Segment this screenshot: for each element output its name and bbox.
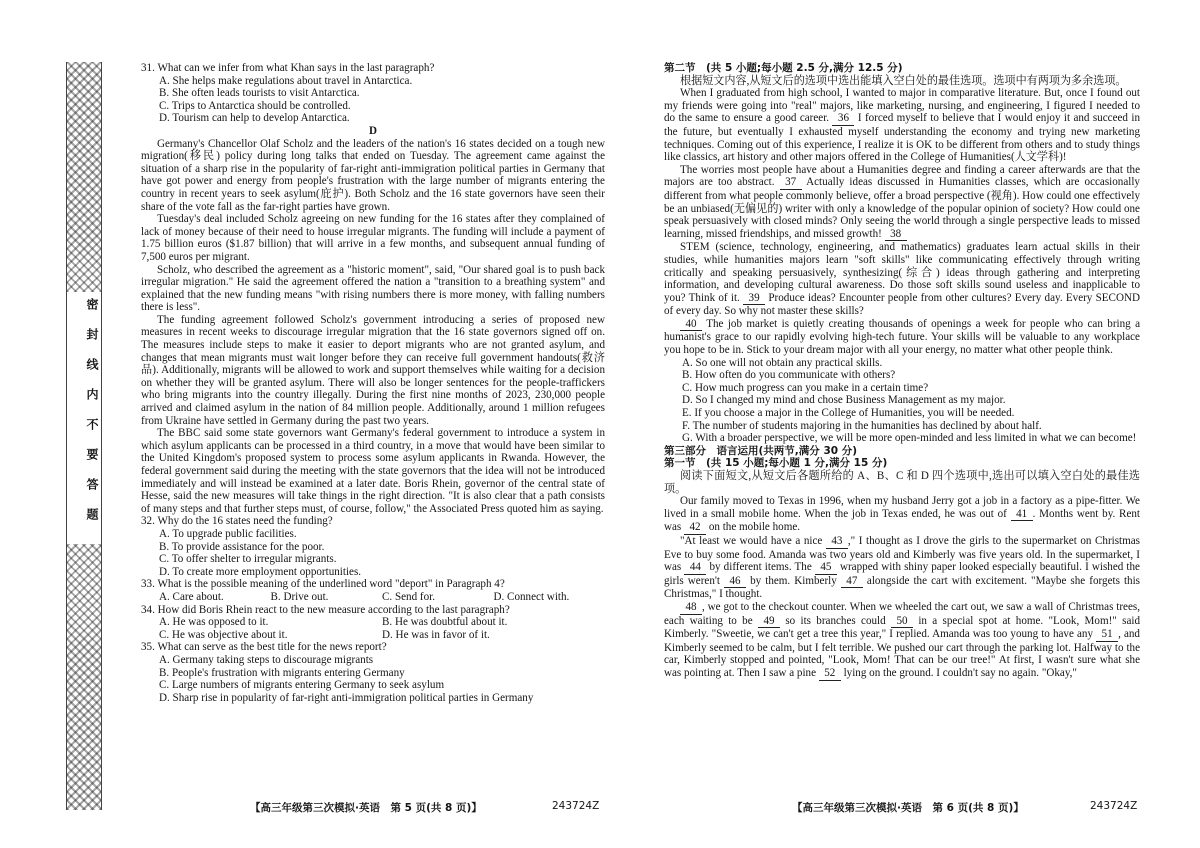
cloze-text-14: lying on the ground. I couldn't say no again. "Okay,"	[843, 666, 1077, 679]
passage-paragraph-3: Scholz, who described the agreement as a "historic moment", said, "Our shared goal is to push back irregular migration." He said the agreement offered the nation a "transition to a breathing system" and explained that the new funding means "with rising numbers there is more money, with falling numbers there is less".	[141, 263, 605, 314]
passage-paragraph-4: The funding agreement followed Scholz's government introducing a series of proposed new measures in recent weeks to discourage irregular migration that the 16 state governors signed off on. The measures include steps to make it easier to deport migrants who are not granted asylum, and changes that mean migrants must wait longer before they can receive full government handouts(救济品). Additionally, migrants will be allowed to work and support themselves while waiting for a decision on whether they will be granted asylum. There will also be longer sentences for the people-traffickers who bring migrants into the country illegally. During the first nine months of 2023, 230,000 people arrived and claimed asylum in the nation of 84 million people. Additionally, around 1 million refugees from Ukraine have settled in Germany during the past two years.	[141, 313, 605, 427]
blank-45: 45	[815, 561, 837, 575]
text-paragraph-2	[664, 164, 1140, 242]
passage-paragraph-5: The BBC said some state governors want Germany's federal government to introduce a system in which asylum applicants can be processed in a third country, in a move that would have been similar to the United Kingdom's proposed system to process some asylum applicants in Rwanda. However, the federal government said during the meeting with the state governors that the idea will not be introduced immediately and will instead be examined at a later date. Boris Rhein, governor of the central state of Hesse, said the new measures will take things in the right direction. "It is also clear that a path consists of many steps and that further steps must, of course, follow," the Associated Press quoted him as saying.	[141, 427, 605, 515]
blank-52: 52	[819, 667, 841, 681]
passage-paragraph-1: Germany's Chancellor Olaf Scholz and the leaders of the nation's 16 states decided on a tough new migration(移民) policy during long talks that ended on Tuesday. The agreement came against the situation of a sharp rise in the popularity of far-right anti-immigration political parties in Germany that have got power and energy from people's frustration with the large number of migrants entering the country in recent years to seek asylum(庇护). Both Scholz and the 16 state governors have seen their share of the vote fall as the far-right parties have grown.	[141, 137, 605, 213]
left-page	[141, 62, 605, 704]
cloze-text-6: by different items. The	[709, 561, 812, 574]
q34-option-c: C. He was objective about it.	[159, 628, 288, 641]
right-page-code: 243724Z	[1090, 800, 1138, 812]
q31-option-c: C. Trips to Antarctica should be controlled.	[159, 99, 351, 112]
part-3-section-1-title: 第一节 (共 15 小题;每小题 1 分,满分 15 分)	[664, 457, 888, 470]
q31-option-b: B. She often leads tourists to visit Antarctica.	[159, 87, 360, 100]
text-p3-end: Produce ideas? Encounter people from other cultures? Every day. Every SECOND of every day. So why not master these skills?	[664, 291, 1140, 318]
q35-option-d: D. Sharp rise in popularity of far-right anti-immigration political parties in Germany	[159, 691, 534, 704]
cloze-text-8: by them. Kimberly	[750, 574, 837, 587]
q32-option-d: D. To create more employment opportunities.	[159, 565, 362, 578]
blank-46: 46	[724, 575, 746, 589]
blank-50: 50	[891, 615, 913, 629]
section-2-option-a: A. So one will not obtain any practical skills.	[682, 356, 883, 369]
cloze-text-7: wrapped with shiny paper looked especially beautiful. I wished the girls weren't	[664, 561, 1140, 587]
cloze-text-11: so its branches could	[785, 614, 886, 627]
q33-option-a: A. Care about.	[159, 590, 224, 603]
cloze-text-2: . Months went by. Rent was	[664, 507, 1140, 534]
text-p1-end: I forced myself to believe that I would enjoy it and succeed in the future, but eventually I exhausted myself understanding the economy and trying new marketing techniques. Coming out of this experience, I realize it is OK to be different from others and to study things like classics, art history and other majors offered in the College of Humanities(人文学科)!	[664, 112, 1140, 164]
cloze-text-1: Our family moved to Texas in 1996, when my husband Jerry got a job in a factory as a pipe-fitter. We lived in a small mobile home. When the job in Texas ended, he was out of	[664, 495, 1140, 520]
section-2-option-d: D. So I changed my mind and chose Business Management as my major.	[682, 394, 1006, 407]
q35-option-c: C. Large numbers of migrants entering Germany to seek asylum	[159, 679, 445, 692]
cloze-text-9: alongside the cart with excitement. "Maybe she forgets this Christmas," I thought.	[664, 574, 1140, 601]
q33-option-d: D. Connect with.	[493, 590, 570, 603]
q33-option-c: C. Send for.	[382, 590, 436, 603]
blank-40: 40	[680, 318, 702, 332]
left-page-code: 243724Z	[552, 800, 600, 812]
section-2-option-c: C. How much progress can you make in a certain time?	[682, 381, 929, 394]
blank-41: 41	[1011, 508, 1033, 522]
text-paragraph-1	[664, 87, 1140, 164]
section-2-option-b: B. How often do you communicate with others?	[682, 369, 896, 382]
cloze-text-10: , we got to the checkout counter. When we wheeled the cart out, we saw a wall of Christmas trees, each waiting to be	[664, 600, 1140, 627]
section-2-option-e: E. If you choose a major in the College of Humanities, you will be needed.	[682, 407, 1015, 420]
passage-letter: D	[368, 124, 377, 137]
question-34: 34. How did Boris Rhein react to the new measure according to the last paragraph?	[141, 603, 510, 616]
q35-option-b: B. People's frustration with migrants entering Germany	[159, 666, 405, 679]
q31-option-d: D. Tourism can help to develop Antarctica.	[159, 112, 350, 125]
q33-options	[159, 591, 605, 604]
blank-42: 42	[684, 521, 706, 535]
section-2-option-f: F. The number of students majoring in the humanities has declined by about half.	[682, 419, 1042, 432]
q35-option-a: A. Germany taking steps to discourage migrants	[159, 653, 374, 666]
q34-option-d: D. He was in favor of it.	[382, 628, 490, 641]
part-3-instructions: 阅读下面短文,从短文后各题所给的 A、B、C 和 D 四个选项中,选出可以填入空白处的最佳选项。	[664, 470, 1140, 495]
right-page-footer: 【高三年级第三次模拟·英语 第 6 页(共 8 页)】	[792, 802, 1024, 814]
text-paragraph-4	[664, 318, 1140, 357]
left-page-footer: 【高三年级第三次模拟·英语 第 5 页(共 8 页)】	[250, 802, 482, 814]
q32-option-a: A. To upgrade public facilities.	[159, 527, 297, 540]
cloze-paragraph-3	[664, 601, 1140, 681]
text-p3-start: STEM (science, technology, engineering, and mathematics) graduates learn actual skills in their studies, while humanities majors learn "soft skills" like communicating effectively through writing critically and speaking persuasively, synthesizing(综合) ideas through gathering and interpreting information, and developing cultural awareness. Do those soft skills sound useless and inapplicable to you? Think of it.	[664, 241, 1140, 304]
blank-36: 36	[832, 112, 854, 126]
q33-option-b: B. Drive out.	[270, 590, 329, 603]
section-2-instructions: 根据短文内容,从短文后的选项中选出能填入空白处的最佳选项。选项中有两项为多余选项。	[680, 74, 1127, 87]
question-32: 32. Why do the 16 states need the funding?	[141, 515, 333, 528]
binding-margin-strip	[66, 62, 102, 810]
q34-options	[159, 616, 605, 641]
section-2-title: 第二节 (共 5 小题;每小题 2.5 分,满分 12.5 分)	[664, 62, 903, 74]
cloze-text-3: on the mobile home.	[708, 521, 801, 534]
cloze-text-13: , and Kimberly seemed to be calm, but I felt terrible. We pushed our cart through the parking lot. Halfway to the car, Kimberly stopped and pointed, "Look, Mom! That can be our tree!" At first, I wasn't sure what she was pointing at. Then I saw a pine	[664, 628, 1140, 679]
blank-39: 39	[743, 292, 765, 306]
passage-paragraph-2: Tuesday's deal included Scholz agreeing on new funding for the 16 states after they complained of lack of money because of their need to house irregular migrants. The funding will include a payment of 1.75 billion euros ($1.87 billion) that will arrive in a few months, and subsequent annual funding of 7,500 euros per migrant.	[141, 213, 605, 263]
text-p2-start: The worries most people have about a Humanities degree and finding a career afterwards are that the majors are too abstract.	[664, 163, 1140, 189]
blank-43: 43	[826, 535, 848, 549]
text-p2-end: Actually ideas discussed in Humanities classes, which are occasionally different from what people commonly believe, offer a broad perspective (视角). How could one effectively be an unbiased(无偏见的) writer with only a knowledge of the popular opinion of society? How could one speak persuasively with closed minds? Only seeing the world through a single perspective leads to missed learning, missed friendships, and missed growth!	[664, 176, 1140, 240]
blank-37: 37	[780, 176, 802, 190]
question-31: 31. What can we infer from what Khan says in the last paragraph?	[141, 62, 435, 74]
text-p4: The job market is quietly creating thousands of openings a week for people who can bring a humanist's grace to our rapidly evolving high-tech future. Your skills will be valuable to any workplace you hope to be in. Stick to your dream major with all your energy, no matter what other people think.	[664, 317, 1140, 357]
binding-margin-label: 密封线内不要答题	[67, 292, 101, 544]
q34-option-b: B. He was doubtful about it.	[382, 616, 508, 629]
blank-44: 44	[684, 561, 706, 575]
text-p1-start: When I graduated from high school, I wanted to major in comparative literature. But, once I found out my friends were going into "real" majors, like marketing, nursing, and engineering, I figured I needed to do the same to ensure a good career.	[664, 87, 1140, 125]
section-2-option-g: G. With a broader perspective, we will be more open-minded and less limited in what we can become!	[682, 432, 1137, 445]
part-3-title: 第三部分 语言运用(共两节,满分 30 分)	[664, 444, 858, 457]
q31-option-a: A. She helps make regulations about travel in Antarctica.	[159, 74, 413, 87]
q32-option-c: C. To offer shelter to irregular migrants.	[159, 553, 337, 566]
right-page	[664, 62, 1140, 681]
blank-47: 47	[841, 575, 863, 589]
blank-48: 48	[680, 601, 702, 615]
cloze-paragraph-1	[664, 495, 1140, 535]
blank-49: 49	[758, 615, 780, 629]
question-33: 33. What is the possible meaning of the underlined word "deport" in Paragraph 4?	[141, 578, 505, 591]
q34-option-a: A. He was opposed to it.	[159, 616, 269, 629]
cloze-paragraph-2	[664, 535, 1140, 601]
q32-option-b: B. To provide assistance for the poor.	[159, 540, 325, 553]
question-35: 35. What can serve as the best title for the news report?	[141, 641, 387, 654]
text-paragraph-3	[664, 241, 1140, 318]
blank-51: 51	[1096, 628, 1118, 642]
cloze-text-4: "At least we would have a nice	[680, 534, 823, 547]
blank-38: 38	[885, 228, 907, 242]
cloze-text-12: in a special spot at home. "Look, Mom!" said Kimberly. "Sweetie, we can't get a tree this year," I replied. Amanda was too young to have any	[664, 614, 1141, 641]
cloze-text-5: ," I thought as I drove the girls to the supermarket on Christmas Eve to buy some food. Amanda was two years old and Kimberly was five years old. In the supermarket, I was	[664, 534, 1141, 574]
